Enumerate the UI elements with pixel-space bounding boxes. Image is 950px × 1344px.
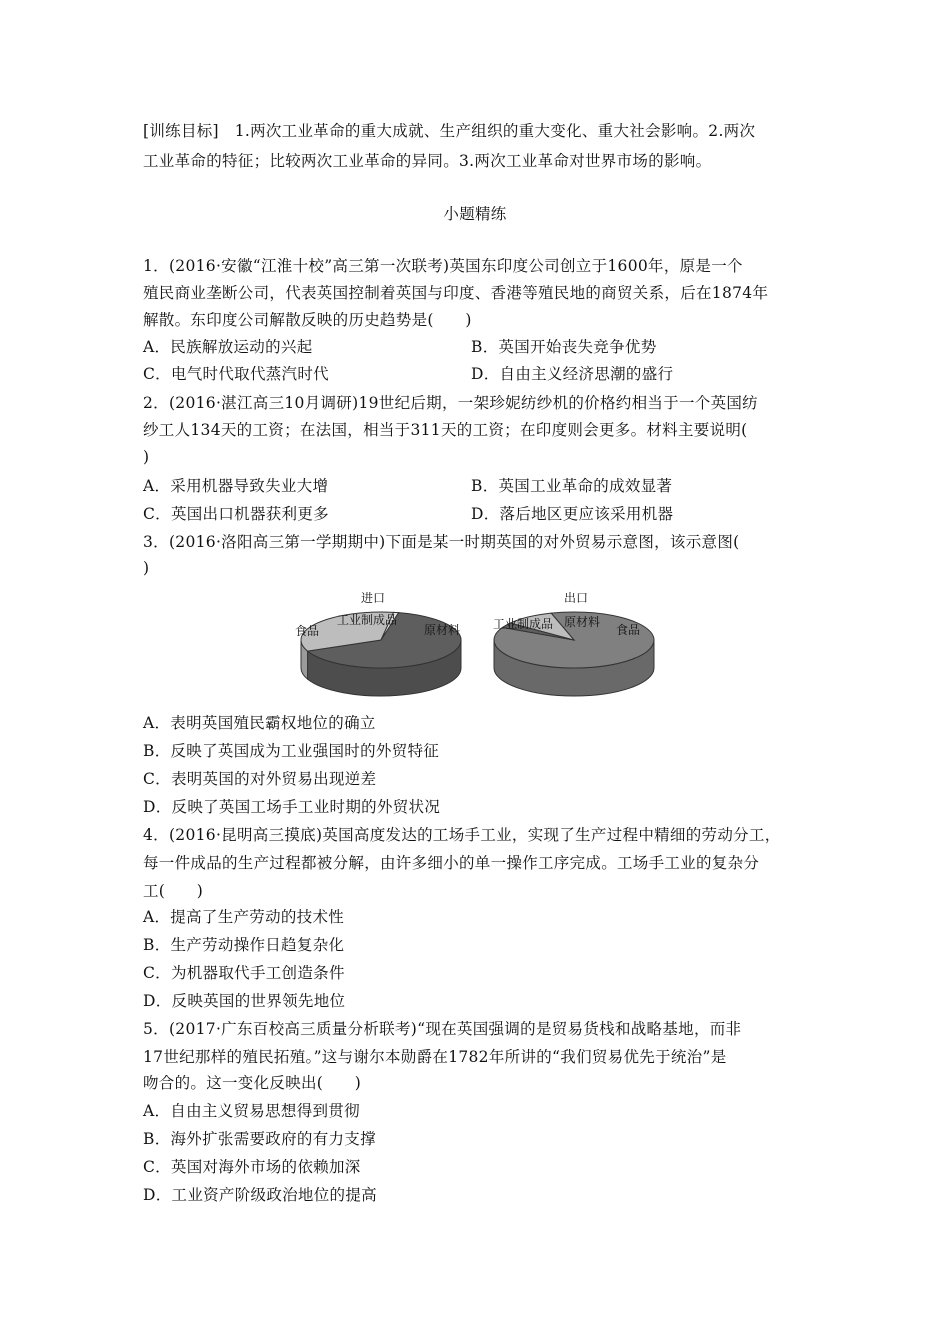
q1-option-b: B．英国开始丧失竞争优势 <box>471 338 657 356</box>
q4-stem-line-2: 每一件成品的生产过程都被分解，由许多细小的单一操作工序完成。工场手工业的复杂分 <box>143 854 760 872</box>
q4-option-b: B．生产劳动操作日趋复杂化 <box>143 936 345 954</box>
pie-label-1: 食品 <box>294 624 320 638</box>
q2-option-a: A．采用机器导致失业大增 <box>143 477 329 495</box>
q5-stem-line-3: 吻合的。这一变化反映出( ) <box>143 1074 362 1092</box>
trade-pie-charts <box>0 580 950 705</box>
q4-option-c: C．为机器取代手工创造条件 <box>143 964 345 982</box>
pie-title: 出口 <box>563 591 589 605</box>
q2-option-d: D．落后地区更应该采用机器 <box>471 505 674 523</box>
q1-option-a: A．民族解放运动的兴起 <box>143 338 313 356</box>
q1-stem-line-3: 解散。东印度公司解散反映的历史趋势是( ) <box>143 311 472 329</box>
pie-label-2: 食品 <box>615 623 641 637</box>
q1-stem-line-2: 殖民商业垄断公司，代表英国控制着英国与印度、香港等殖民地的商贸关系，后在1874年 <box>143 284 769 302</box>
q2-option-b: B．英国工业革命的成效显著 <box>471 477 673 495</box>
q3-stem-line-2: ) <box>143 559 150 577</box>
q3-option-d: D．反映了英国工场手工业时期的外贸状况 <box>143 798 441 816</box>
q3-option-b: B．反映了英国成为工业强国时的外贸特征 <box>143 742 440 760</box>
q3-stem-line-1: 3．(2016·洛阳高三第一学期期中)下面是某一时期英国的对外贸易示意图，该示意图( <box>143 533 740 551</box>
import-pie-chart <box>295 590 461 696</box>
q4-option-d: D．反映英国的世界领先地位 <box>143 992 346 1010</box>
section-title: 小题精练 <box>443 205 507 223</box>
q3-option-c: C．表明英国的对外贸易出现逆差 <box>143 770 377 788</box>
q5-stem-line-1: 5．(2017·广东百校高三质量分析联考)“现在英国强调的是贸易货栈和战略基地，而非 <box>143 1020 742 1038</box>
pie-label-2: 工业制成品 <box>336 613 398 627</box>
q4-stem-line-1: 4．(2016·昆明高三摸底)英国高度发达的工场手工业，实现了生产过程中精细的劳动分工， <box>143 826 781 844</box>
q5-option-c: C．英国对海外市场的依赖加深 <box>143 1158 361 1176</box>
q5-option-d: D．工业资产阶级政治地位的提高 <box>143 1186 377 1204</box>
pie-label-0: 原材料 <box>423 623 461 637</box>
q5-stem-line-2: 17世纪那样的殖民拓殖。”这与谢尔本勋爵在1782年所讲的“我们贸易优先于统治”是 <box>143 1048 727 1066</box>
q2-stem-line-3: ) <box>143 448 150 466</box>
q3-option-a: A．表明英国殖民霸权地位的确立 <box>143 714 376 732</box>
pie-label-1: 原材料 <box>563 615 601 629</box>
q4-stem-line-3: 工( ) <box>143 882 204 900</box>
training-target-line-1: [训练目标] 1.两次工业革命的重大成就、生产组织的重大变化、重大社会影响。2.两次 <box>143 122 756 140</box>
pie-label-0: 工业制成品 <box>492 617 554 631</box>
pie-title: 进口 <box>360 591 386 605</box>
q4-option-a: A．提高了生产劳动的技术性 <box>143 908 345 926</box>
q1-option-c: C．电气时代取代蒸汽时代 <box>143 365 329 383</box>
training-target-line-2: 工业革命的特征；比较两次工业革命的异同。3.两次工业革命对世界市场的影响。 <box>143 152 712 170</box>
q5-option-b: B．海外扩张需要政府的有力支撑 <box>143 1130 376 1148</box>
q5-option-a: A．自由主义贸易思想得到贯彻 <box>143 1102 360 1120</box>
export-pie-chart <box>493 590 654 696</box>
q1-option-d: D．自由主义经济思潮的盛行 <box>471 365 674 383</box>
q2-stem-line-1: 2．(2016·湛江高三10月调研)19世纪后期，一架珍妮纺纱机的价格约相当于一个英国纺 <box>143 394 758 412</box>
q1-stem-line-1: 1．(2016·安徽“江淮十校”高三第一次联考)英国东印度公司创立于1600年，原是一个 <box>143 257 743 275</box>
q2-option-c: C．英国出口机器获利更多 <box>143 505 329 523</box>
q2-stem-line-2: 纱工人134天的工资；在法国，相当于311天的工资；在印度则会更多。材料主要说明( <box>143 421 748 439</box>
